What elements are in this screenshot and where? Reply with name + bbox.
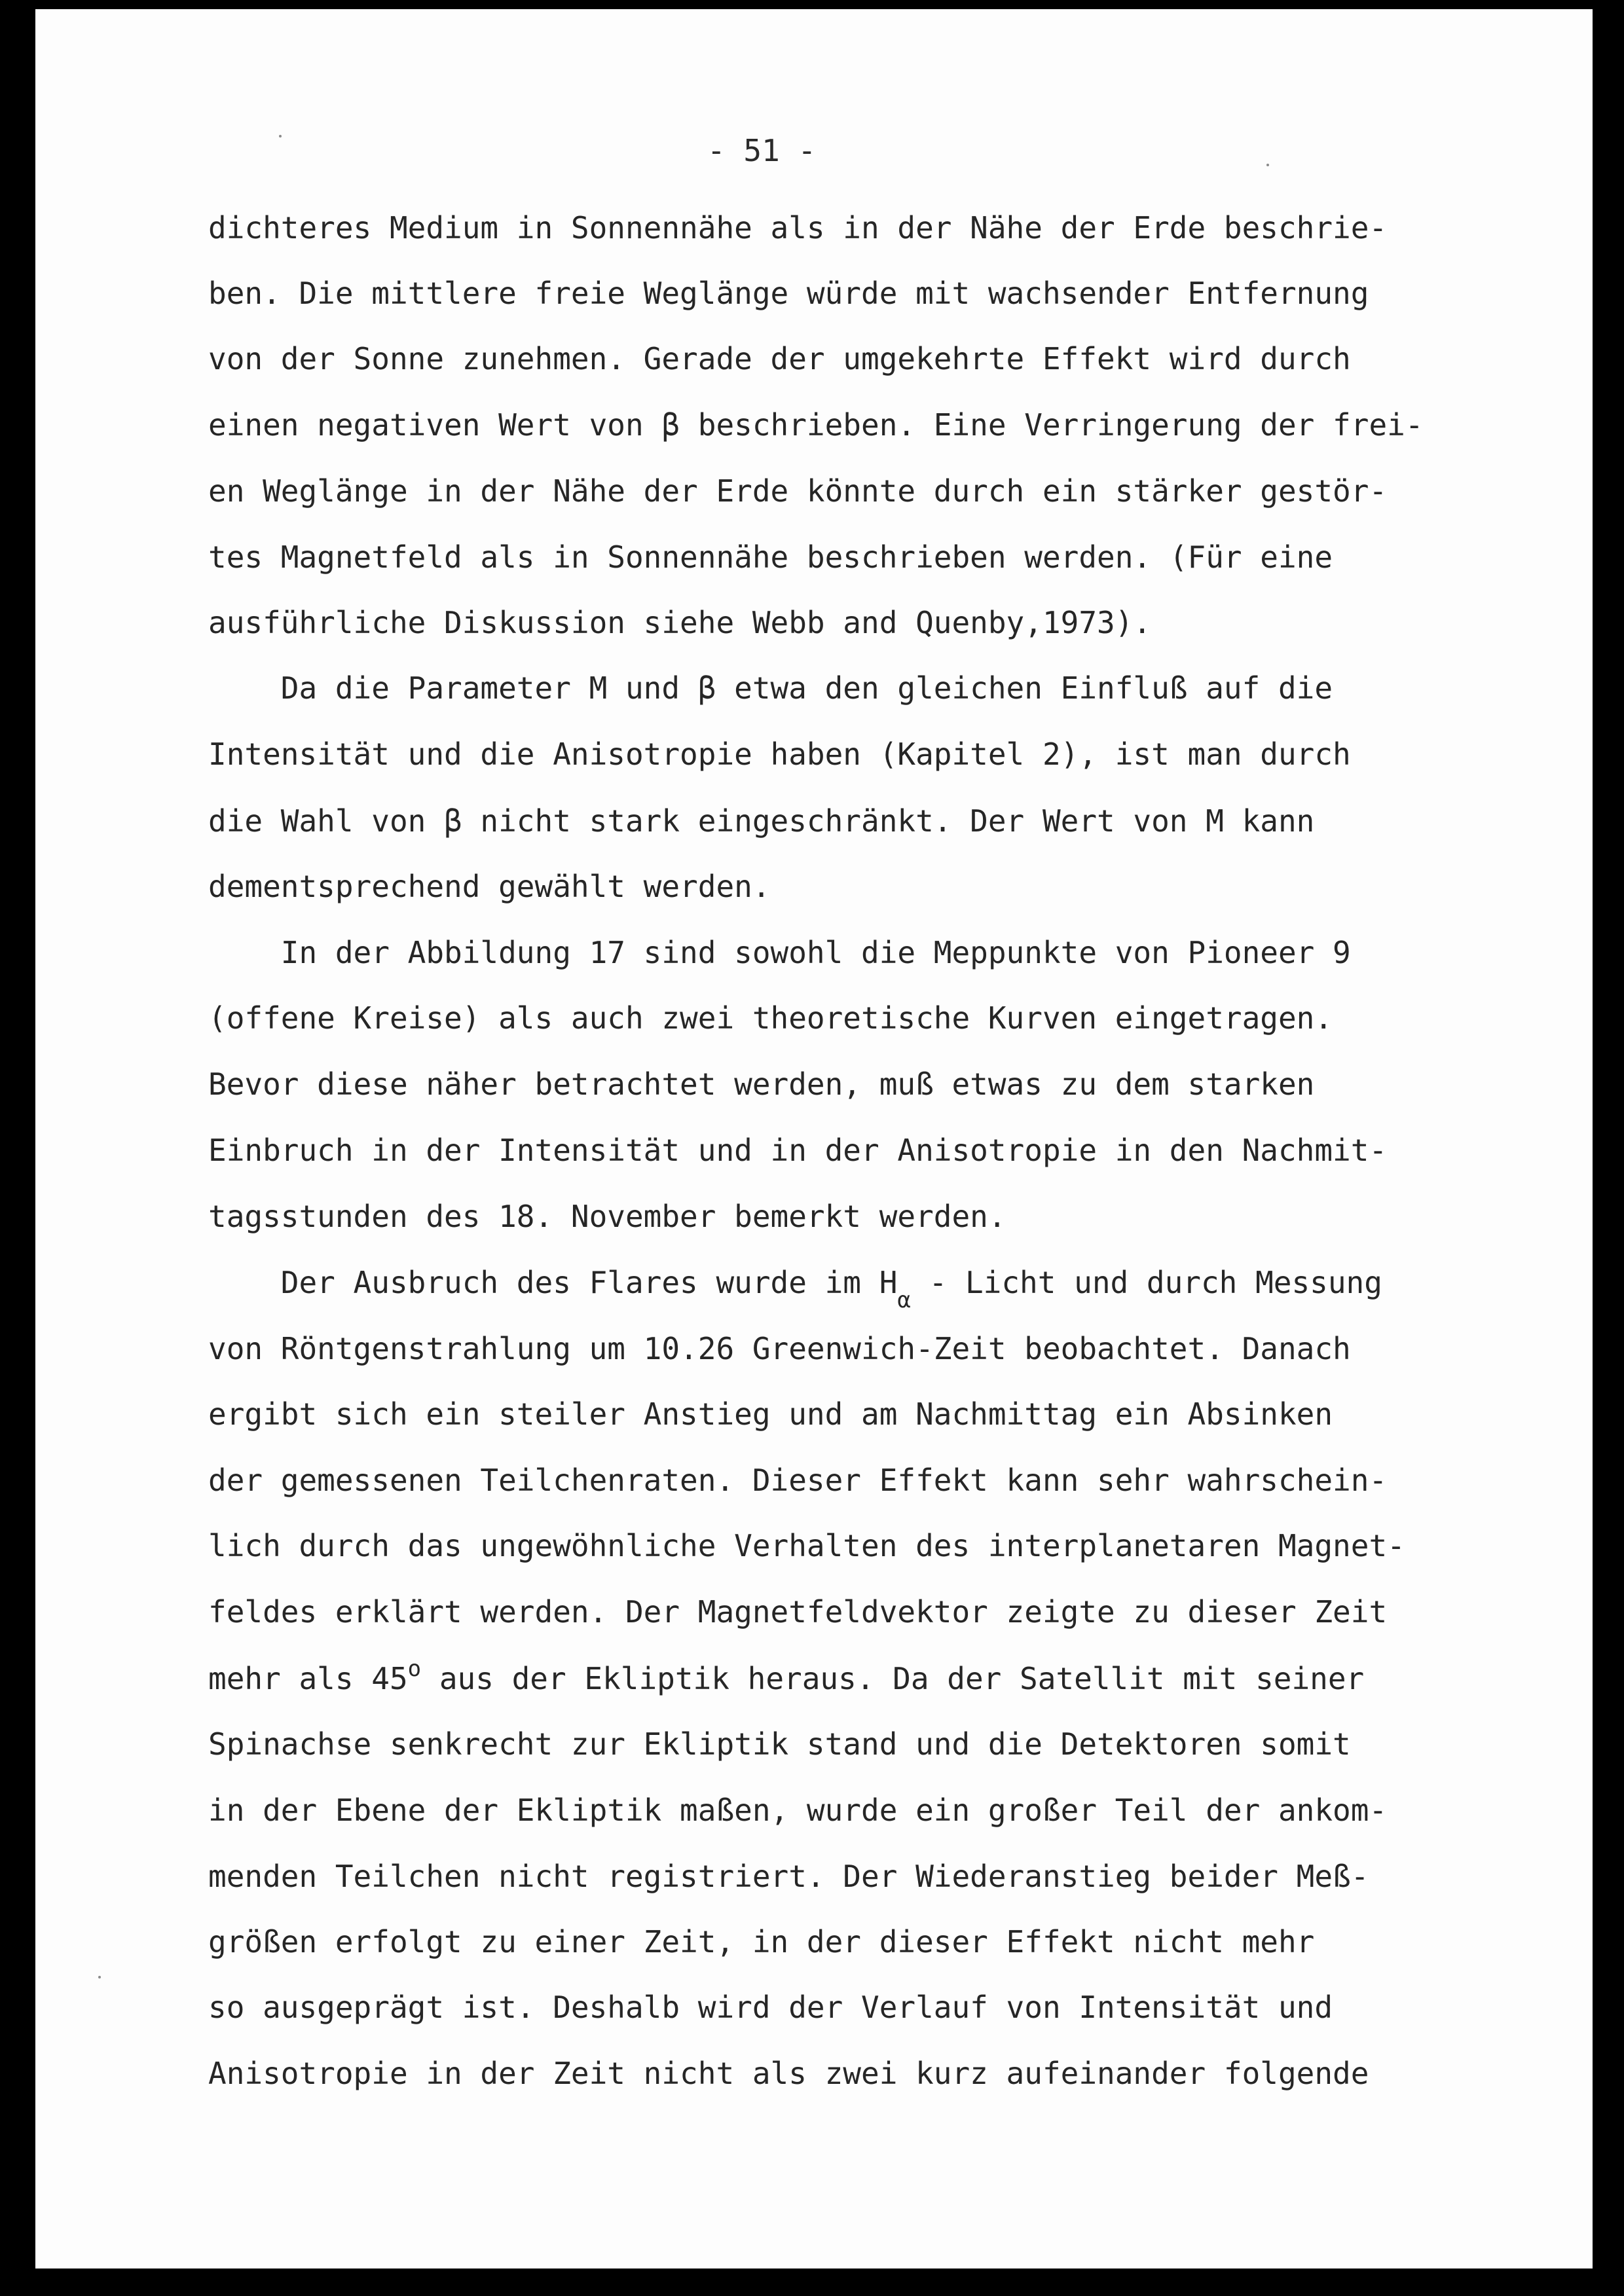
text-line: ben. Die mittlere freie Weglänge würde mit wachsender Entfernung [208,276,1369,311]
page-number: - 51 - [707,133,817,168]
text-line: ergibt sich ein steiler Anstieg und am Nachmittag ein Absinken [208,1396,1333,1432]
scan-border-right [1593,0,1624,2296]
text-line: Einbruch in der Intensität und in der Anisotropie in den Nachmit- [208,1133,1388,1168]
text-line: ausführliche Diskussion siehe Webb and Quenby,1973). [208,605,1152,640]
degree-superscript: o [407,1656,422,1682]
text-line: In der Abbildung 17 sind sowohl die Meppunkte von Pioneer 9 [208,935,1351,970]
degree-line-before: mehr als 45 [208,1661,408,1696]
text-line: größen erfolgt zu einer Zeit, in der dieser Effekt nicht mehr [208,1924,1315,1959]
text-line-flare [208,1263,1382,1313]
text-line: Bevor diese näher betrachtet werden, muß etwas zu dem starken [208,1066,1315,1102]
text-line: tagsstunden des 18. November bemerkt werden. [208,1199,1006,1234]
text-line: dichteres Medium in Sonnennähe als in der Nähe der Erde beschrie- [208,210,1388,246]
text-line: einen negativen Wert von β beschrieben. Eine Verringerung der frei- [208,407,1424,443]
scan-border-top [0,0,1624,9]
text-line: die Wahl von β nicht stark eingeschränkt. Der Wert von M kann [208,803,1315,839]
scan-border-bottom [0,2269,1624,2296]
scan-border-left [0,0,35,2296]
flare-line-after: - Licht und durch Messung [910,1265,1382,1300]
text-line: von der Sonne zunehmen. Gerade der umgekehrte Effekt wird durch [208,341,1351,376]
text-line: dementsprechend gewählt werden. [208,869,771,904]
text-line: tes Magnetfeld als in Sonnennähe beschrieben werden. (Für eine [208,539,1333,575]
scan-speck [98,1976,101,1978]
text-line: menden Teilchen nicht registriert. Der Wiederanstieg beider Meß- [208,1859,1369,1894]
text-line: von Röntgenstrahlung um 10.26 Greenwich-Zeit beobachtet. Danach [208,1331,1351,1366]
text-line: in der Ebene der Ekliptik maßen, wurde ein großer Teil der ankom- [208,1793,1388,1828]
text-line: (offene Kreise) als auch zwei theoretische Kurven eingetragen. [208,1000,1333,1036]
text-line: en Weglänge in der Nähe der Erde könnte durch ein stärker gestör- [208,473,1388,509]
degree-line-after: aus der Ekliptik heraus. Da der Satellit mit seiner [421,1661,1365,1696]
flare-line-before: Der Ausbruch des Flares wurde im H [208,1265,898,1300]
text-line: Intensität und die Anisotropie haben (Kapitel 2), ist man durch [208,737,1351,772]
text-line: so ausgeprägt ist. Deshalb wird der Verlauf von Intensität und [208,1990,1333,2025]
text-line: der gemessenen Teilchenraten. Dieser Effekt kann sehr wahrschein- [208,1463,1388,1498]
scan-speck [279,135,282,137]
scan-speck [1266,164,1269,166]
text-line: Spinachse senkrecht zur Ekliptik stand und die Detektoren somit [208,1726,1351,1762]
text-line-degree [208,1656,1365,1702]
text-line: Da die Parameter M und β etwa den gleichen Einfluß auf die [208,670,1333,706]
text-line: feldes erklärt werden. Der Magnetfeldvektor zeigte zu dieser Zeit [208,1594,1388,1630]
text-line: lich durch das ungewöhnliche Verhalten des interplanetaren Magnet- [208,1528,1405,1563]
h-alpha-subscript: α [897,1287,911,1313]
text-line: Anisotropie in der Zeit nicht als zwei kurz aufeinander folgende [208,2056,1369,2091]
